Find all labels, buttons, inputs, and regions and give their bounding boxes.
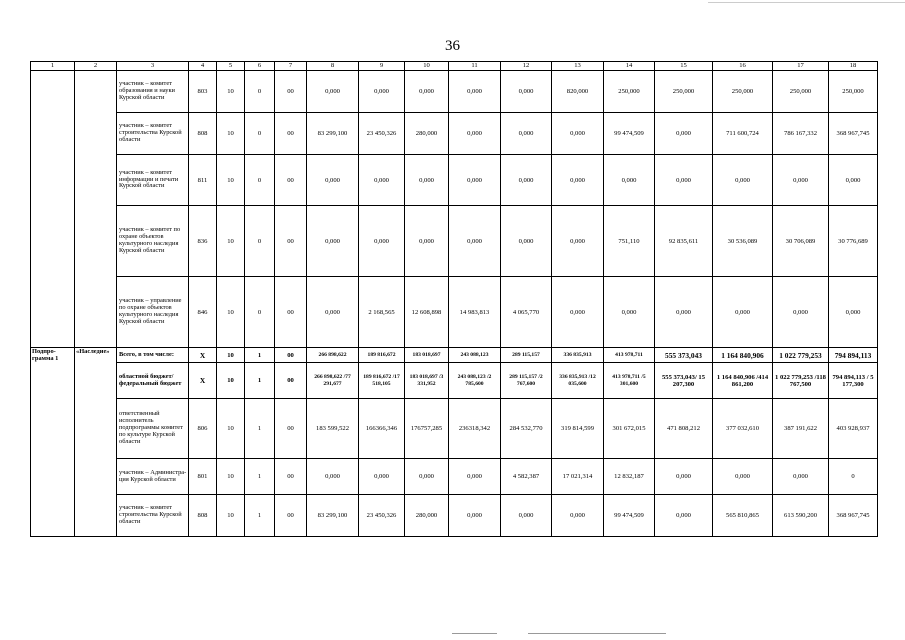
code-cell: 00: [275, 277, 307, 348]
code-cell: 1: [245, 399, 275, 459]
value-cell: 0,000: [552, 155, 604, 206]
value-cell: 0,000: [307, 206, 359, 277]
value-cell: 0,000: [501, 206, 552, 277]
value-cell: 99 474,509: [604, 113, 655, 155]
value-cell: 751,110: [604, 206, 655, 277]
executor-cell: областной бюджет/ федеральный бюджет: [117, 363, 189, 399]
code-cell: 00: [275, 71, 307, 113]
code-cell: 1: [245, 348, 275, 363]
code-cell: 808: [189, 113, 217, 155]
code-cell: 836: [189, 206, 217, 277]
value-cell: 266 898,622 /77 291,677: [307, 363, 359, 399]
value-cell: 183 018,697: [405, 348, 449, 363]
code-cell: 00: [275, 206, 307, 277]
value-cell: 0,000: [449, 495, 501, 537]
value-cell: 0,000: [604, 277, 655, 348]
executor-cell: Всего, в том числе:: [117, 348, 189, 363]
code-cell: 10: [217, 399, 245, 459]
col-number: 9: [359, 62, 405, 71]
value-cell: 0,000: [501, 71, 552, 113]
value-cell: 189 816,672 /17 518,105: [359, 363, 405, 399]
value-cell: 0,000: [655, 113, 713, 155]
code-cell: 00: [275, 399, 307, 459]
page-number: 36: [445, 38, 460, 54]
code-cell: 10: [217, 277, 245, 348]
value-cell: 92 835,611: [655, 206, 713, 277]
value-cell: 0,000: [501, 495, 552, 537]
value-cell: 368 967,745: [829, 113, 878, 155]
code-cell: 1: [245, 495, 275, 537]
code-cell: 10: [217, 113, 245, 155]
value-cell: 30 706,089: [773, 206, 829, 277]
value-cell: 0,000: [307, 155, 359, 206]
value-cell: 0,000: [829, 155, 878, 206]
value-cell: 786 167,332: [773, 113, 829, 155]
value-cell: 280,000: [405, 113, 449, 155]
value-cell: 0,000: [655, 277, 713, 348]
code-cell: 803: [189, 71, 217, 113]
executor-cell: участник – комитет строительства Курской области: [117, 113, 189, 155]
code-cell: 00: [275, 113, 307, 155]
value-cell: 12 832,187: [604, 459, 655, 495]
value-cell: 336 835,913: [552, 348, 604, 363]
value-cell: 336 835,913 /12 035,600: [552, 363, 604, 399]
executor-cell: участник – Администра-ция Курской области: [117, 459, 189, 495]
value-cell: 0,000: [773, 277, 829, 348]
value-cell: 0,000: [655, 495, 713, 537]
col-number: 2: [75, 62, 117, 71]
value-cell: 0,000: [405, 206, 449, 277]
value-cell: 1 164 840,906 /414 861,200: [713, 363, 773, 399]
executor-cell: ответственный исполнитель подпрограммы комитет по культуре Курской области: [117, 399, 189, 459]
value-cell: 0,000: [604, 155, 655, 206]
code-cell: 0: [245, 155, 275, 206]
value-cell: 0,000: [359, 155, 405, 206]
value-cell: 1 022 779,253 /118 767,500: [773, 363, 829, 399]
code-cell: 1: [245, 363, 275, 399]
value-cell: 250,000: [655, 71, 713, 113]
executor-cell: участник – комитет по охране объектов культурного наследия Курской области: [117, 206, 189, 277]
value-cell: 250,000: [773, 71, 829, 113]
table-row: [31, 495, 878, 537]
col-number: 8: [307, 62, 359, 71]
value-cell: 0,000: [449, 113, 501, 155]
code-cell: 10: [217, 348, 245, 363]
code-cell: 0: [245, 277, 275, 348]
col-number: 14: [604, 62, 655, 71]
value-cell: 0,000: [773, 459, 829, 495]
executor-cell: участник – управление по охране объектов культурного наследия Курской области: [117, 277, 189, 348]
value-cell: 0,000: [405, 71, 449, 113]
value-cell: 0,000: [552, 277, 604, 348]
value-cell: 387 191,622: [773, 399, 829, 459]
value-cell: 183 599,522: [307, 399, 359, 459]
col-number: 7: [275, 62, 307, 71]
value-cell: 0,000: [713, 277, 773, 348]
value-cell: 83 299,100: [307, 113, 359, 155]
col-number: 5: [217, 62, 245, 71]
code-cell: 808: [189, 495, 217, 537]
executor-cell: участник – комитет информации и печати Курской области: [117, 155, 189, 206]
code-cell: 00: [275, 155, 307, 206]
table-row: [31, 71, 878, 113]
value-cell: 0,000: [307, 71, 359, 113]
value-cell: 0,000: [552, 113, 604, 155]
executor-cell: участник – комитет образования и науки Курской области: [117, 71, 189, 113]
program-cell: [31, 71, 75, 348]
code-cell: 1: [245, 459, 275, 495]
value-cell: 0,000: [501, 113, 552, 155]
value-cell: 176757,285: [405, 399, 449, 459]
table-row: [31, 206, 878, 277]
value-cell: 23 450,326: [359, 113, 405, 155]
code-cell: 811: [189, 155, 217, 206]
value-cell: 555 373,043/ 15 207,300: [655, 363, 713, 399]
col-number: 1: [31, 62, 75, 71]
value-cell: 289 115,157: [501, 348, 552, 363]
value-cell: 4 065,770: [501, 277, 552, 348]
value-cell: 0,000: [655, 155, 713, 206]
code-cell: 10: [217, 363, 245, 399]
code-cell: 806: [189, 399, 217, 459]
value-cell: 301 672,015: [604, 399, 655, 459]
value-cell: 0,000: [449, 155, 501, 206]
value-cell: 0: [829, 459, 878, 495]
value-cell: 0,000: [655, 459, 713, 495]
value-cell: 166366,346: [359, 399, 405, 459]
value-cell: 0,000: [359, 206, 405, 277]
footer-line: [528, 633, 666, 634]
value-cell: 14 983,813: [449, 277, 501, 348]
subprogram-total-row: [31, 348, 878, 363]
value-cell: 1 022 779,253: [773, 348, 829, 363]
code-cell: Х: [189, 348, 217, 363]
value-cell: 0,000: [307, 277, 359, 348]
subprogram-title: «Наследие»: [75, 348, 117, 537]
value-cell: 0,000: [359, 71, 405, 113]
value-cell: 565 810,865: [713, 495, 773, 537]
code-cell: 10: [217, 495, 245, 537]
value-cell: 243 088,123 /2 785,600: [449, 363, 501, 399]
col-number: 10: [405, 62, 449, 71]
value-cell: 236318,342: [449, 399, 501, 459]
value-cell: 0,000: [552, 495, 604, 537]
code-cell: 10: [217, 459, 245, 495]
value-cell: 183 018,697 /3 331,952: [405, 363, 449, 399]
table-row: [31, 459, 878, 495]
value-cell: 189 816,672: [359, 348, 405, 363]
value-cell: 403 928,937: [829, 399, 878, 459]
value-cell: 0,000: [501, 155, 552, 206]
col-number: 3: [117, 62, 189, 71]
value-cell: 0,000: [713, 155, 773, 206]
value-cell: 711 600,724: [713, 113, 773, 155]
col-number: 13: [552, 62, 604, 71]
table-row: [31, 155, 878, 206]
table-row: [31, 399, 878, 459]
executor-cell: участник – комитет строительства Курской области: [117, 495, 189, 537]
value-cell: 12 608,898: [405, 277, 449, 348]
code-cell: 801: [189, 459, 217, 495]
value-cell: 30 776,689: [829, 206, 878, 277]
value-cell: 250,000: [713, 71, 773, 113]
value-cell: 0,000: [449, 206, 501, 277]
value-cell: 0,000: [773, 155, 829, 206]
code-cell: 846: [189, 277, 217, 348]
title-cell: [75, 71, 117, 348]
value-cell: 319 814,599: [552, 399, 604, 459]
value-cell: 99 474,509: [604, 495, 655, 537]
code-cell: 10: [217, 71, 245, 113]
value-cell: 0,000: [405, 459, 449, 495]
value-cell: 471 808,212: [655, 399, 713, 459]
code-cell: 00: [275, 363, 307, 399]
code-cell: 10: [217, 206, 245, 277]
value-cell: 368 967,745: [829, 495, 878, 537]
code-cell: Х: [189, 363, 217, 399]
code-cell: 10: [217, 155, 245, 206]
value-cell: 266 898,622: [307, 348, 359, 363]
code-cell: 00: [275, 459, 307, 495]
code-cell: 0: [245, 113, 275, 155]
col-number: 16: [713, 62, 773, 71]
value-cell: 243 088,123: [449, 348, 501, 363]
code-cell: 00: [275, 348, 307, 363]
value-cell: 413 978,711: [604, 348, 655, 363]
value-cell: 0,000: [405, 155, 449, 206]
value-cell: 280,000: [405, 495, 449, 537]
code-cell: 0: [245, 206, 275, 277]
value-cell: 377 032,610: [713, 399, 773, 459]
value-cell: 413 978,711 /5 301,600: [604, 363, 655, 399]
footer-line: [452, 633, 497, 634]
value-cell: 250,000: [604, 71, 655, 113]
col-number: 17: [773, 62, 829, 71]
value-cell: 0,000: [307, 459, 359, 495]
value-cell: 250,000: [829, 71, 878, 113]
col-number: 11: [449, 62, 501, 71]
value-cell: 0,000: [552, 206, 604, 277]
value-cell: 820,000: [552, 71, 604, 113]
value-cell: 1 164 840,906: [713, 348, 773, 363]
col-number: 4: [189, 62, 217, 71]
col-number: 15: [655, 62, 713, 71]
value-cell: 0,000: [449, 459, 501, 495]
table-row: [31, 113, 878, 155]
subprogram-label: Подпро-грамма 1: [31, 348, 75, 537]
value-cell: 4 582,387: [501, 459, 552, 495]
value-cell: 613 590,200: [773, 495, 829, 537]
value-cell: 0,000: [713, 459, 773, 495]
value-cell: 0,000: [359, 459, 405, 495]
value-cell: 83 299,100: [307, 495, 359, 537]
col-number: 12: [501, 62, 552, 71]
value-cell: 284 532,770: [501, 399, 552, 459]
col-number: 6: [245, 62, 275, 71]
budget-source-row: [31, 363, 878, 399]
value-cell: 0,000: [449, 71, 501, 113]
value-cell: 794 894,113 / 5 177,300: [829, 363, 878, 399]
value-cell: 794 894,113: [829, 348, 878, 363]
value-cell: 23 450,326: [359, 495, 405, 537]
code-cell: 0: [245, 71, 275, 113]
table-row: [31, 277, 878, 348]
col-number: 18: [829, 62, 878, 71]
value-cell: 30 536,089: [713, 206, 773, 277]
value-cell: 555 373,043: [655, 348, 713, 363]
budget-table: [30, 61, 878, 537]
value-cell: 0,000: [829, 277, 878, 348]
value-cell: 289 115,157 /2 767,600: [501, 363, 552, 399]
value-cell: 17 021,314: [552, 459, 604, 495]
column-number-row: [31, 62, 878, 71]
top-edge-line: [708, 2, 905, 3]
code-cell: 00: [275, 495, 307, 537]
value-cell: 2 168,565: [359, 277, 405, 348]
